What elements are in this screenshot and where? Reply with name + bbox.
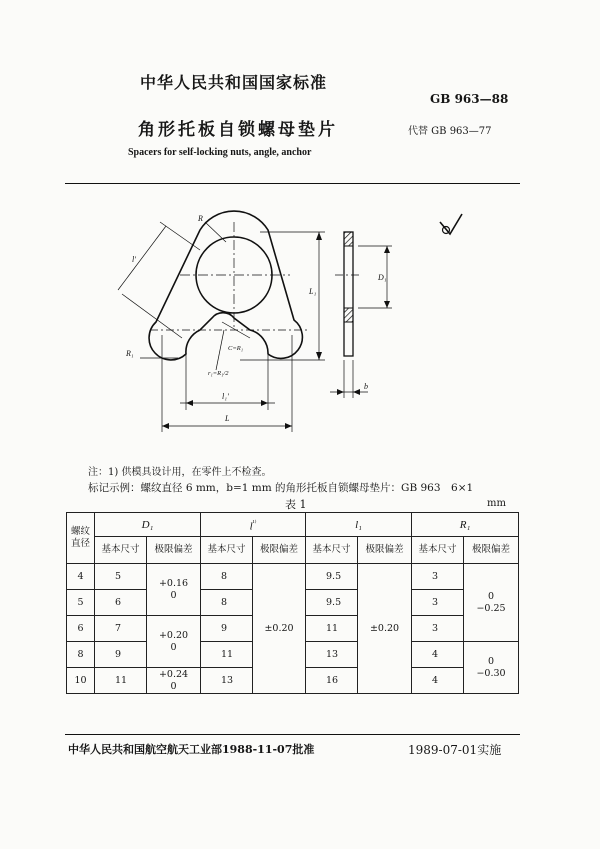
cell-l1: 9.5	[306, 564, 358, 590]
header-l: $l^{^{1)}}$	[201, 513, 306, 537]
table-row	[67, 564, 519, 590]
subheader-basic: 基本尺寸	[201, 537, 253, 564]
cell-D1: 7	[95, 616, 147, 642]
marking-example: 标记示例：螺纹直径 6 mm，b=1 mm 的角形托板自锁螺母垫片：GB 963 6×1	[88, 482, 474, 494]
cell-D1-deviation: +0.24 0	[147, 668, 201, 694]
drawing-label-r1: r₁=R₁/2	[208, 370, 229, 377]
cell-thread: 8	[67, 642, 95, 668]
cell-D1-deviation: +0.20 0	[147, 616, 201, 668]
drawing-label-l1: l₁'	[222, 392, 229, 401]
spacer-outline	[149, 211, 302, 360]
standard-code: GB 963—88	[430, 92, 509, 106]
cell-D1: 5	[95, 564, 147, 590]
cell-l: 8	[201, 564, 253, 590]
drawing-label-R1: R₁	[126, 349, 134, 358]
cell-l1-deviation: ±0.20	[358, 564, 412, 694]
table-title: 表 1	[285, 498, 307, 511]
subheader-basic: 基本尺寸	[95, 537, 147, 564]
cell-thread: 5	[67, 590, 95, 616]
cell-thread: 6	[67, 616, 95, 642]
cell-D1-deviation: +0.16 0	[147, 564, 201, 616]
side-hatch-bottom	[344, 308, 353, 322]
cell-R1-deviation: 0 −0.30	[464, 642, 519, 694]
cell-thread: 4	[67, 564, 95, 590]
cell-D1: 9	[95, 642, 147, 668]
drawing-label-D1: D₁	[378, 273, 387, 282]
spec-table	[66, 512, 519, 694]
cell-R1-deviation: 0 −0.25	[464, 564, 519, 642]
footer-rule	[65, 734, 520, 735]
cell-R1: 3	[412, 616, 464, 642]
cell-l-deviation: ±0.20	[253, 564, 306, 694]
subheader-deviation: 极限偏差	[464, 537, 519, 564]
header-R1: R₁	[412, 513, 519, 537]
subheader-deviation: 极限偏差	[358, 537, 412, 564]
standard-english-name: Spacers for self-locking nuts, angle, anchor	[128, 147, 312, 158]
cell-l1: 13	[306, 642, 358, 668]
header-l1: l₁	[306, 513, 412, 537]
drawing-label-C: C=R₁	[228, 345, 243, 352]
cell-R1: 3	[412, 590, 464, 616]
drawing-label-l: l'	[132, 255, 136, 264]
cell-l1: 11	[306, 616, 358, 642]
replaces-note: 代替 GB 963—77	[408, 126, 492, 137]
note-1: 注：1) 供模具设计用，在零件上不检查。	[88, 467, 272, 478]
side-hatch-top	[344, 232, 353, 246]
cell-R1: 3	[412, 564, 464, 590]
subheader-deviation: 极限偏差	[147, 537, 201, 564]
surface-finish-mark	[440, 214, 462, 234]
cell-D1: 6	[95, 590, 147, 616]
standard-category-title: 中华人民共和国国家标准	[140, 73, 328, 92]
cell-l1: 16	[306, 668, 358, 694]
drawing-label-L: L	[225, 414, 230, 423]
effective-date: 1989-07-01实施	[408, 743, 502, 757]
drawing-label-L1: L₁	[309, 287, 317, 296]
cell-D1: 11	[95, 668, 147, 694]
subheader-basic: 基本尺寸	[412, 537, 464, 564]
cell-l: 8	[201, 590, 253, 616]
subheader-deviation: 极限偏差	[253, 537, 306, 564]
standard-name: 角形托板自锁螺母垫片	[138, 120, 338, 140]
cell-l1: 9.5	[306, 590, 358, 616]
cell-l: 11	[201, 642, 253, 668]
subheader-basic: 基本尺寸	[306, 537, 358, 564]
drawing-label-R: R	[198, 214, 203, 223]
cell-R1: 4	[412, 642, 464, 668]
approval-line: 中华人民共和国航空航天工业部1988-11-07批准	[68, 743, 315, 756]
header-thread-diameter: 螺纹直径	[67, 513, 95, 564]
table-unit: mm	[487, 498, 506, 509]
cell-l: 9	[201, 616, 253, 642]
side-view	[344, 232, 353, 356]
cell-thread: 10	[67, 668, 95, 694]
drawing-label-b: b	[364, 382, 368, 391]
header-D1: D₁	[95, 513, 201, 537]
cell-l: 13	[201, 668, 253, 694]
cell-R1: 4	[412, 668, 464, 694]
